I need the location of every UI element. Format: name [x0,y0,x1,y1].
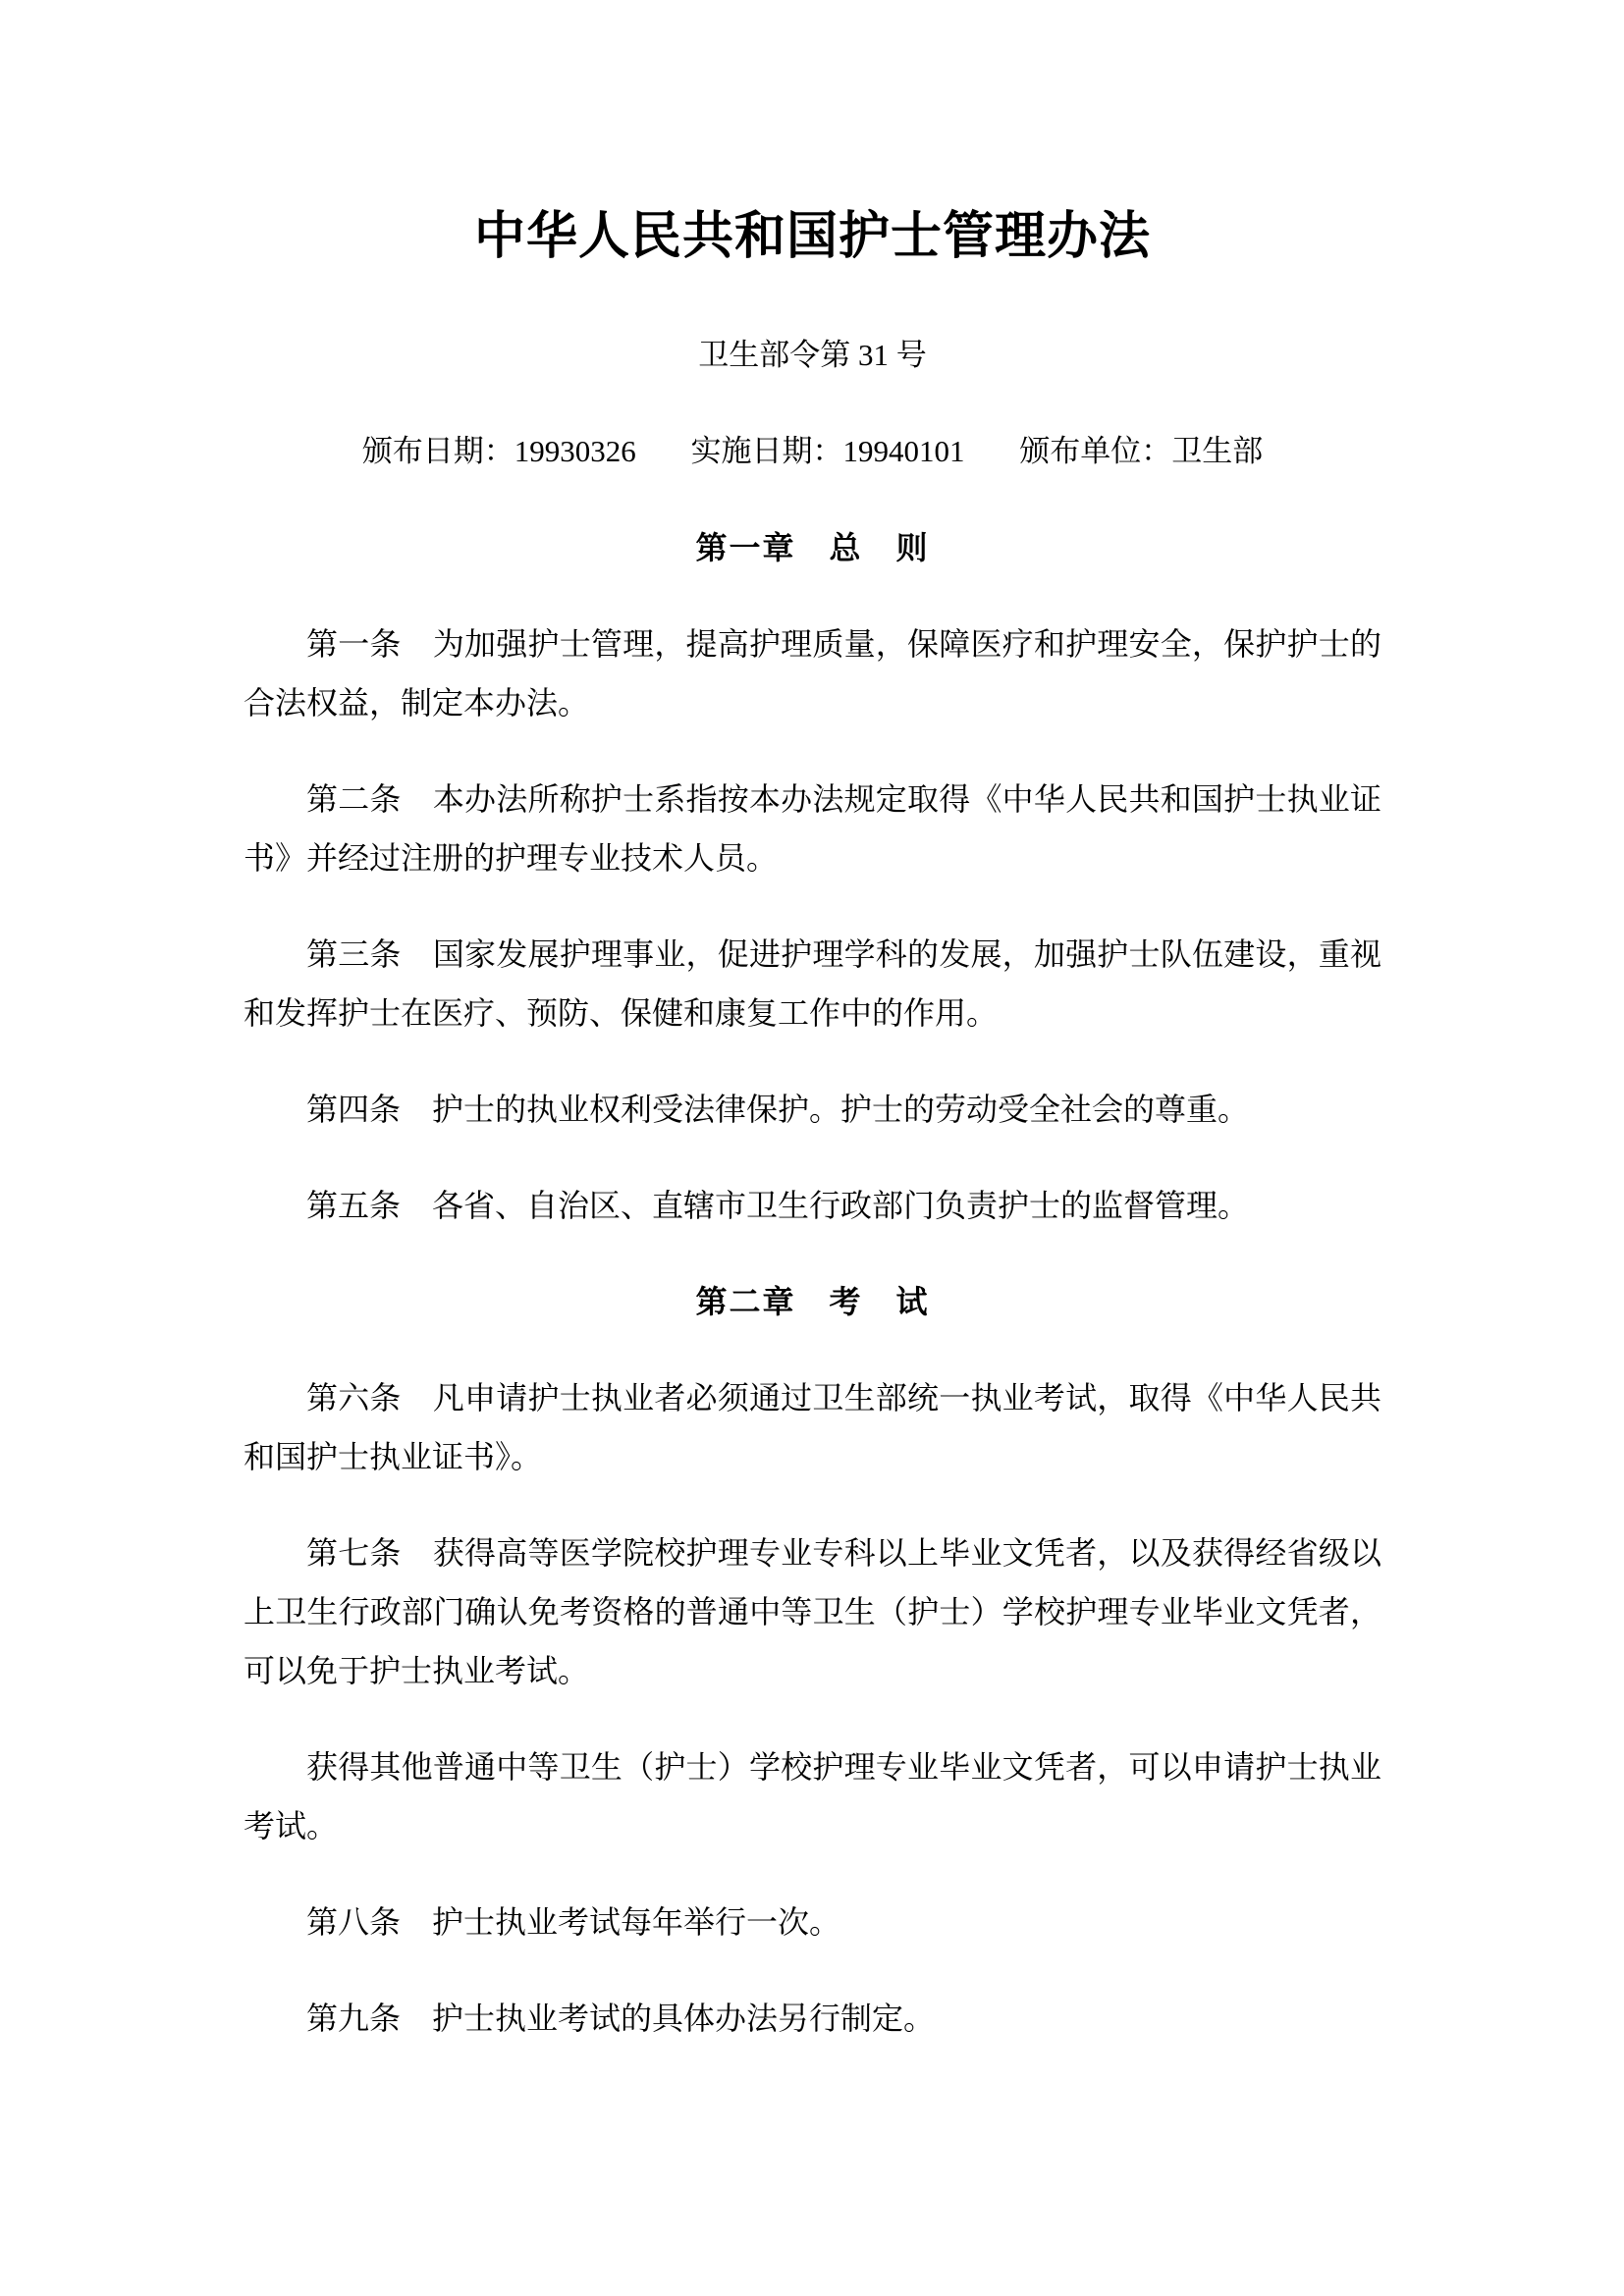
article-3-paragraph: 第三条 国家发展护理事业，促进护理学科的发展，加强护士队伍建设，重视和发挥护士在医疗、预防、保健和康复工作中的作用。 [244,936,1381,1031]
issuing-authority: 颁布单位：卫生部 [1019,434,1264,468]
article-2-paragraph: 第二条 本办法所称护士系指按本办法规定取得《中华人民共和国护士执业证书》并经过注册的护理专业技术人员。 [244,781,1381,876]
article-9-paragraph: 第九条 护士执业考试的具体办法另行制定。 [306,2001,936,2036]
chapter-1-heading: 第一章 总 则 [695,530,930,565]
article-7-paragraph: 第七条 获得高等医学院校护理专业专科以上毕业文凭者，以及获得经省级以上卫生行政部门确认免考资格的普通中等卫生（护士）学校护理专业毕业文凭者，可以免于护士执业考试。 [244,1535,1381,1688]
document-title: 中华人民共和国护士管理办法 [473,209,1151,265]
article-1-paragraph: 第一条 为加强护士管理，提高护理质量，保障医疗和护理安全，保护护士的合法权益，制定本办法。 [244,626,1381,721]
article-4-paragraph: 第四条 护士的执业权利受法律保护。护士的劳动受全社会的尊重。 [306,1092,1250,1127]
chapter-2-heading: 第二章 考 试 [695,1284,930,1319]
meta-line [244,422,1381,481]
article-7-continuation-paragraph: 获得其他普通中等卫生（护士）学校护理专业毕业文凭者，可以申请护士执业考试。 [244,1749,1381,1843]
article-5-paragraph: 第五条 各省、自治区、直辖市卫生行政部门负责护士的监督管理。 [306,1188,1250,1223]
article-8-paragraph: 第八条 护士执业考试每年举行一次。 [306,1904,841,1940]
effective-date: 实施日期：19940101 [690,434,965,468]
decree-number-line: 卫生部令第 31 号 [698,338,927,372]
issue-date: 颁布日期：19930326 [361,434,636,468]
article-6-paragraph: 第六条 凡申请护士执业者必须通过卫生部统一执业考试，取得《中华人民共和国护士执业证书》。 [244,1380,1381,1474]
